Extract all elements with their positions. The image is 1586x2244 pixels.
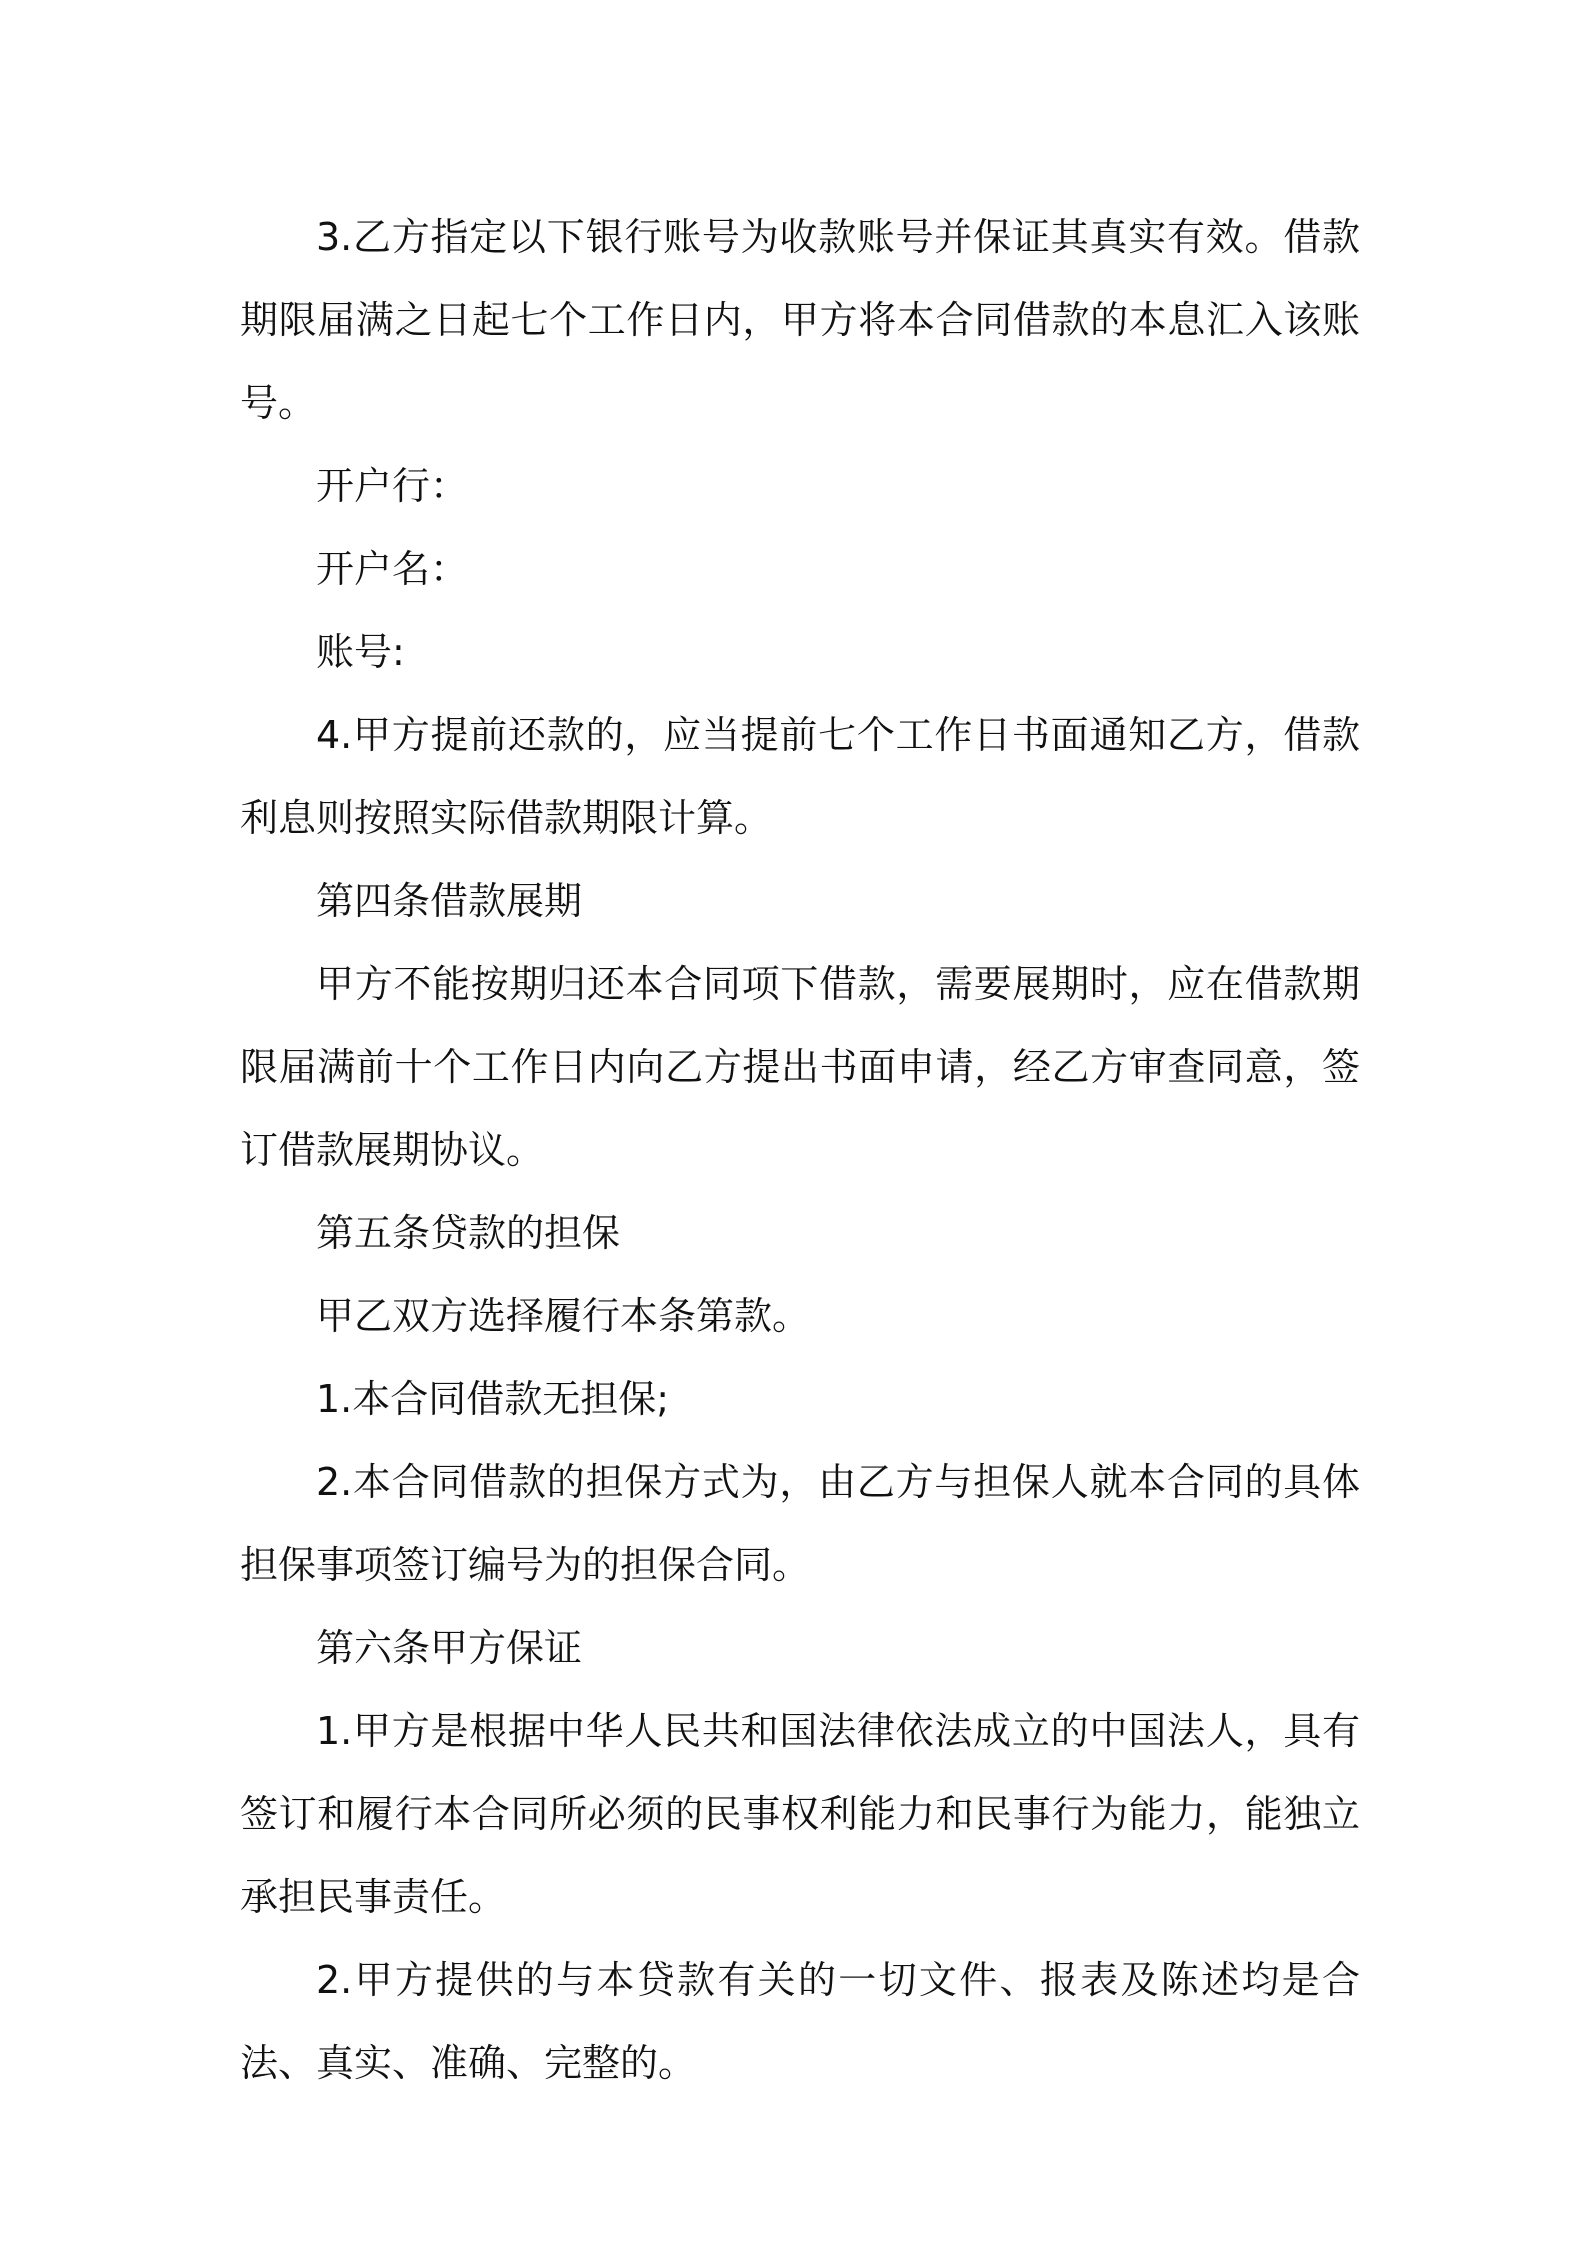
field-account-number: 账号: [316, 630, 405, 674]
field-account-name: 开户名： [316, 547, 469, 591]
article-6-item-2: 2.甲方提供的与本贷款有关的一切文件、报表及陈述均是合法、真实、准确、完整的。 [240, 1958, 1360, 2085]
article-4-body: 甲方不能按期归还本合同项下借款，需要展期时，应在借款期限届满前十个工作日内向乙方提出书面申请，经乙方审查同意，签订借款展期协议。 [240, 962, 1360, 1172]
article-5-option-2: 2.本合同借款的担保方式为，由乙方与担保人就本合同的具体担保事项签订编号为的担保合同。 [240, 1460, 1360, 1587]
article-5-intro: 甲乙双方选择履行本条第款。 [316, 1294, 811, 1338]
article-5-heading: 第五条贷款的担保 [316, 1211, 621, 1255]
clause-4-early-repayment: 4.甲方提前还款的，应当提前七个工作日书面通知乙方，借款利息则按照实际借款期限计算。 [240, 713, 1360, 840]
article-6-item-1: 1.甲方是根据中华人民共和国法律依法成立的中国法人，具有签订和履行本合同所必须的民事权利能力和民事行为能力，能独立承担民事责任。 [240, 1709, 1360, 1919]
document-body [240, 196, 1360, 2105]
article-4-heading: 第四条借款展期 [316, 879, 583, 923]
article-5-option-1: 1.本合同借款无担保; [316, 1377, 670, 1421]
field-opening-bank: 开户行： [316, 464, 469, 508]
clause-3-bank-account: 3.乙方指定以下银行账号为收款账号并保证其真实有效。借款期限届满之日起七个工作日内，甲方将本合同借款的本息汇入该账号。 [240, 215, 1360, 425]
article-6-heading: 第六条甲方保证 [316, 1626, 583, 1670]
